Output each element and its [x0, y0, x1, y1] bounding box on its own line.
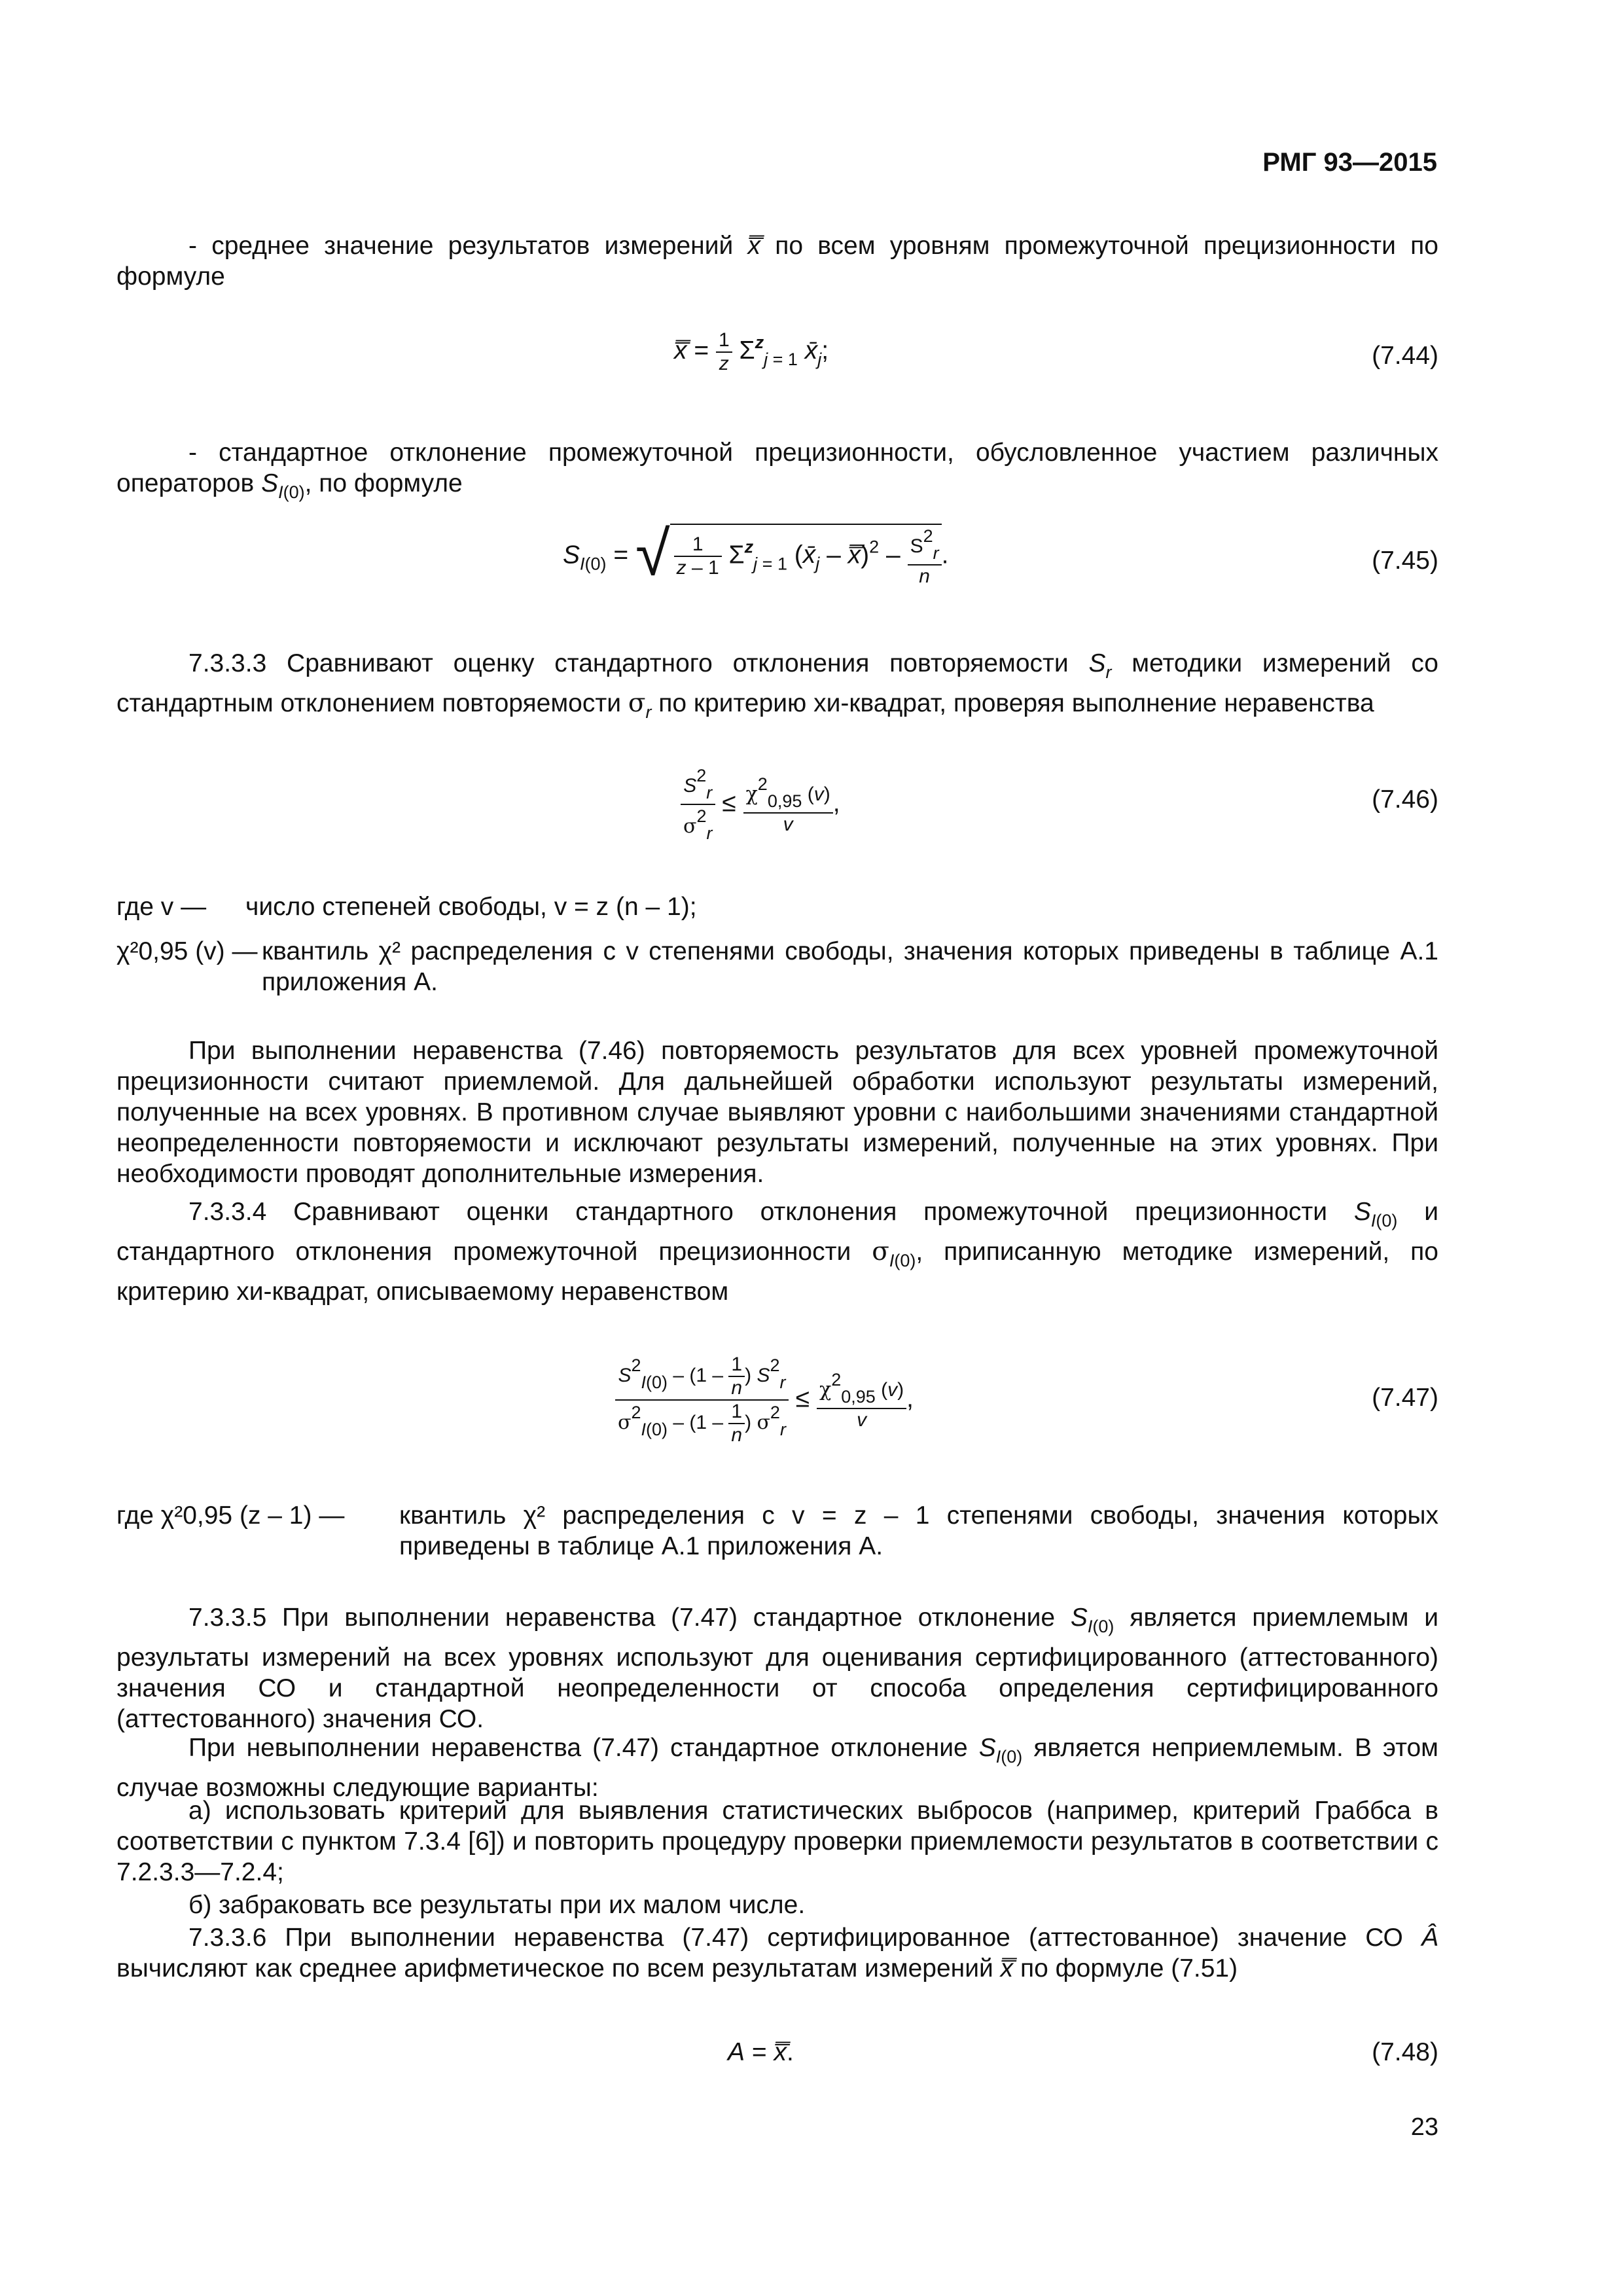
- formula-7-47: S2I(0) – (1 – $\frac{1}{n}$ ) S2r σ2I(0) – (1 – $\frac{1}{n}$ ) σ2r ≤ $\frac{\chi 20,95 (v)}{v}$ ,: [615, 1354, 914, 1446]
- equation-number: (7.44): [1372, 342, 1438, 370]
- paragraph-option-a: а) использовать критерий для выявления статистических выбросов (например, критерий Граббса в соответствии с пунктом 7.3.4 [6]) и повторить процедуру проверки приемлемости результатов в соответствии с 7.2.3.3—7.2.4;: [116, 1797, 1438, 1886]
- paragraph-7-3-3-3: 7.3.3.3 Сравнивают оценку стандартного отклонения повторяемости $S_r$ методики измерений со стандартным отклонением повторяемости $\sigma_r$ по критерию хи-квадрат, проверяя выполнение неравенства: [116, 649, 1438, 722]
- paragraph-mean-intro: - среднее значение результатов измерений x̿ по всем уровням промежуточной прецизионности по формуле: [116, 232, 1438, 291]
- equation-number: (7.46): [1372, 785, 1438, 814]
- paragraph-not-acceptable: При невыполнении неравенства (7.47) стандартное отклонение $S_{I(0)}$ является неприемлемым. В этом случае возможны следующие варианты:: [116, 1734, 1438, 1802]
- definition-body-v: число степеней свободы, v = z (n – 1);: [245, 893, 697, 921]
- equation-number: (7.48): [1372, 2038, 1438, 2066]
- definition-term-chi-z: где χ²0,95 (z – 1) —: [116, 1501, 345, 1530]
- paragraph-7-3-3-6: 7.3.3.6 При выполнении неравенства (7.47) сертифицированное (аттестованное) значение СО Â вычисляют как среднее арифметическое по всем результатам измерений x̿ по формуле (7.51): [116, 1924, 1438, 1982]
- paragraph-option-b: б) забраковать все результаты при их малом числе.: [188, 1891, 806, 1919]
- formula-7-48: A = x̿.: [728, 2038, 794, 2066]
- page-number: 23: [1410, 2113, 1438, 2141]
- definition-term-v: где v —: [116, 893, 207, 921]
- equation-number: (7.45): [1372, 547, 1438, 575]
- formula-7-44: x̿ = $\frac{1}{z}$ $\Sigma^z_{j = 1}$ $x̄_j$;: [674, 329, 829, 374]
- definition-body-chi-z: квантиль χ² распределения с v = z – 1 степенями свободы, значения которых приведены в таблице А.1 приложения А.: [399, 1501, 1438, 1560]
- paragraph-repeatability-result: При выполнении неравенства (7.46) повторяемость результатов для всех уровней промежуточной прецизионности считают приемлемой. Для дальнейшей обработки используют результаты измерений, полученные на всех уровнях. В противном случае выявляют уровни с наибольшими значениями стандартной неопределенности повторяемости и исключают результаты измерений, полученные на этих уровнях. При необходимости проводят дополнительные измерения.: [116, 1037, 1438, 1188]
- paragraph-7-3-3-5: 7.3.3.5 При выполнении неравенства (7.47) стандартное отклонение $S_{I(0)}$ является приемлемым и результаты измерений на всех уровнях используют для оценивания сертифицированного (аттестованного) значения СО и стандартной неопределенности от способа определения сертифицированного (аттестованного) значения СО.: [116, 1604, 1438, 1733]
- formula-7-46: $\frac{S2r}{\sigma 2r}$ ≤ $\frac{\chi 20,95 (v)}{v}$ ,: [681, 764, 840, 844]
- paragraph-7-3-3-4: 7.3.3.4 Сравнивают оценки стандартного отклонения промежуточной прецизионности $S_{I(0)}$ и стандартного отклонения промежуточной прецизионности $\sigma_{I(0)}$, приписанную методике измерений, по критерию хи-квадрат, описываемому неравенством: [116, 1198, 1438, 1306]
- equation-number: (7.47): [1372, 1384, 1438, 1412]
- document-header: РМГ 93—2015: [1262, 148, 1437, 177]
- definition-body-chi: квантиль χ² распределения с v степенями свободы, значения которых приведены в таблице А.1 приложения А.: [262, 937, 1438, 996]
- paragraph-stddev-intro: - стандартное отклонение промежуточной прецизионности, обусловленное участием различных операторов $S_{I(0)}$, по формуле: [116, 439, 1438, 502]
- formula-7-45: $S_{I(0)}$ = √ $\frac{1}{z - 1}$ $\Sigma^z_{j = 1}$ ($x̄_j$ – x̿)$^2$ – $\frac{S2r}{n}$ .: [563, 518, 949, 589]
- definition-term-chi: χ²0,95 (v) —: [116, 937, 258, 965]
